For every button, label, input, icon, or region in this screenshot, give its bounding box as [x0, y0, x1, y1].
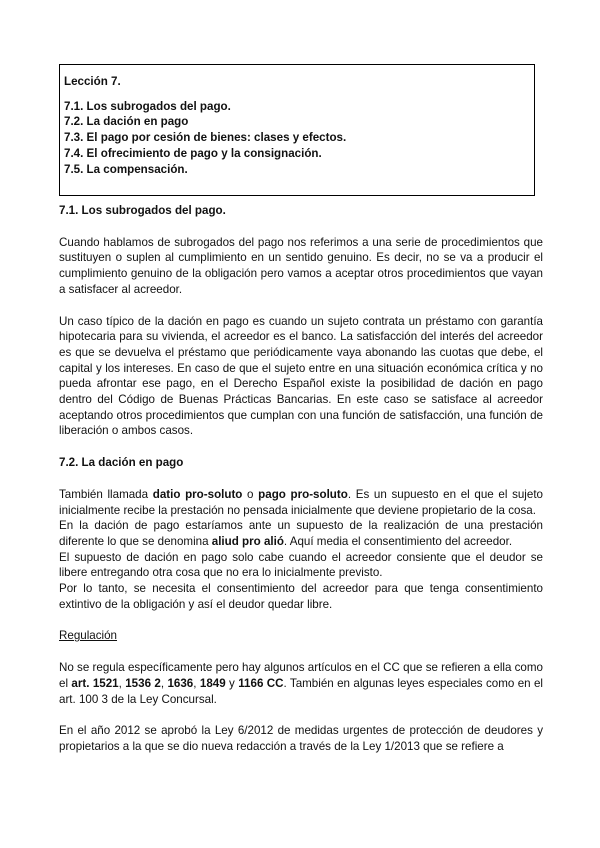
- toc-item-7-5: 7.5. La compensación.: [64, 162, 188, 176]
- article-reference: 1166 CC: [238, 676, 284, 690]
- lesson-title: Lección 7.: [64, 75, 121, 88]
- document-body: [59, 203, 543, 755]
- toc-item-7-1: 7.1. Los subrogados del pago.: [64, 99, 231, 113]
- article-reference: 1849: [199, 676, 226, 690]
- term-pago-pro-soluto: pago pro-soluto: [258, 487, 348, 501]
- paragraph: Un caso típico de la dación en pago es cuando un sujeto contrata un préstamo con garantía hipotecaria para su vivienda, el acreedor es el banco. La satisfacción del interés del acreedor es que se devuelva el préstamo que periódicamente vaya abonando las cuotas que debe, el capital y los intereses. En caso de que el sujeto entre en una situación económica crítica y no pueda afrontar ese pago, en el Derecho Español existe la posibilidad de dación en pago dentro del Código de Buenas Prácticas Bancarias. En este caso se satisface al acreedor aceptando otros procedimientos que cumplan con una función de satisfacción, una función de liberación o ambos casos.: [59, 314, 543, 438]
- subheading-regulacion: Regulación: [59, 629, 118, 643]
- paragraph: También llamada datio pro-soluto o pago pro-soluto. Es un supuesto en el que el sujeto inicialmente recibe la prestación no pensada inicialmente que deviene propietario de la cosa.: [59, 487, 544, 517]
- paragraph: Cuando hablamos de subrogados del pago nos referimos a una serie de procedimientos que sustituyen o suplen al cumplimiento en un sentido genuino. Es decir, no se va a producir el cumplimiento genuino de la obligación pero vamos a aceptar otros procedimientos que vayan a satisfacer al acreedor.: [59, 235, 543, 296]
- paragraph: En el año 2012 se aprobó la Ley 6/2012 de medidas urgentes de protección de deudores y propietarios a la que se dio nueva redacción a través de la Ley 1/2013 que se refiere a: [59, 724, 543, 753]
- paragraph: No se regula específicamente pero hay algunos artículos en el CC que se refieren a ella como el art. 1521, 1536 2, 1636, 1849 y 1166 CC. También en algunas leyes especiales como en el art. 100 3 de la Ley Concursal.: [59, 661, 543, 706]
- term-datio-pro-soluto: datio pro-soluto: [152, 487, 243, 501]
- term-aliud-pro-alio: aliud pro alió: [211, 534, 284, 548]
- lesson-summary-box: [59, 64, 535, 196]
- paragraph: En la dación de pago estaríamos ante un supuesto de la realización de una prestación diferente lo que se denomina aliud pro alió. Aquí media el consentimiento del acreedor.: [59, 519, 543, 548]
- toc-item-7-4: 7.4. El ofrecimiento de pago y la consignación.: [64, 146, 322, 160]
- section-heading-7-2: 7.2. La dación en pago: [59, 456, 184, 470]
- article-reference: art. 1521: [71, 676, 119, 690]
- paragraph: Por lo tanto, se necesita el consentimiento del acreedor para que tenga consentimiento extintivo de la obligación y así el deudor quedar libre.: [59, 582, 543, 611]
- section-heading-7-1: 7.1. Los subrogados del pago.: [59, 204, 226, 217]
- article-reference: 1636: [167, 676, 194, 690]
- paragraph: El supuesto de dación en pago solo cabe cuando el acreedor consiente que el deudor se libere entregando otra cosa que no era lo inicialmente previsto.: [59, 550, 543, 580]
- toc-item-7-2: 7.2. La dación en pago: [64, 115, 189, 129]
- toc-item-7-3: 7.3. El pago por cesión de bienes: clases y efectos.: [64, 131, 347, 145]
- article-reference: 1536 2: [125, 676, 161, 690]
